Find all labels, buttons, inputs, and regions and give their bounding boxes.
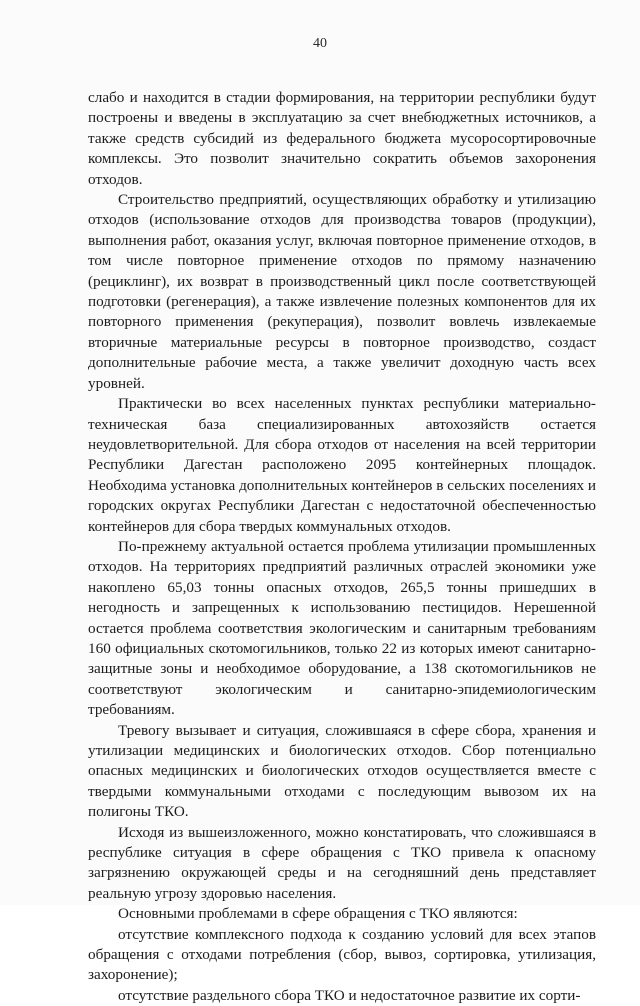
list-item-problem-2: отсутствие раздельного сбора ТКО и недостаточное развитие их сорти- <box>118 986 581 1004</box>
paragraph-container-infrastructure: Практически во всех населенных пунктах республики материально-техническая база специализированных автохозяйств остается неудовлетворительной. Для сбора отходов от населения на всей территории Республики Дагестан расположено 2095 контейнерных площадок. Необходима установка дополнительных контейнеров в сельских поселениях и городских округах Республики Дагестан с недостаточной обеспеченностью контейнеров для сбора твердых коммунальных отходов. <box>88 395 596 535</box>
list-item-problem-1: отсутствие комплексного подхода к созданию условий для всех этапов обращения с отходами потребления (сбор, вывоз, сортировка, утилизация, захоронение); <box>88 925 596 984</box>
page-number: 40 <box>313 36 327 51</box>
paragraph-waste-processing-enterprises: Строительство предприятий, осуществляющих обработку и утилизацию отходов (использование отходов для производства товаров (продукции), выполнения работ, оказания услуг, включая повторное применение отходов, в том числе повторное применение отходов по прямому назначению (рециклинг), их возврат в производственный цикл после соответствующей подготовки (регенерация), а также извлечение полезных компонентов для их повторного применения (рекуперация), позволит вовлечь извлекаемые вторичные материальные ресурсы в повторное производство, создаст дополнительные рабочие места, а также увеличит доходную часть всех уровней. <box>88 191 596 392</box>
paragraph-continuation: слабо и находится в стадии формирования, на территории республики будут построены и введены в эксплуатацию за счет внебюджетных источников, а также средств субсидий из федерального бюджета мусоросортировочные комплексы. Это позволит значительно сократить объемов захоронения отходов. <box>88 89 596 188</box>
document-body <box>88 88 596 1006</box>
paragraph-conclusion: Исходя из вышеизложенного, можно констатировать, что сложившаяся в республике ситуация в сфере обращения с ТКО привела к опасному загрязнению окружающей среды и на сегодняшний день представляет реальную угрозу здоровью населения. <box>88 823 596 902</box>
paragraph-problems-intro: Основными проблемами в сфере обращения с ТКО являются: <box>118 905 518 923</box>
paragraph-medical-biological-waste: Тревогу вызывает и ситуация, сложившаяся в сфере сбора, хранения и утилизации медицинских и биологических отходов. Сбор потенциально опасных медицинских и биологических отходов осуществляется вместе с твердыми коммунальными отходами с последующим вывозом их на полигоны ТКО. <box>88 721 596 821</box>
paragraph-industrial-waste: По-прежнему актуальной остается проблема утилизации промышленных отходов. На территориях предприятий различных отраслей экономики уже накоплено 65,03 тонны опасных отходов, 265,5 тонны пришедших в негодность и запрещенных к использованию пестицидов. Нерешенной остается проблема соответствия экологическим и санитарным требованиям 160 официальных скотомогильников, только 22 из которых имеют санитарно-защитные зоны и необходимое оборудование, а 138 скотомогильников не соответствуют экологическим и санитарно-эпидемиологическим требованиям. <box>88 537 596 719</box>
